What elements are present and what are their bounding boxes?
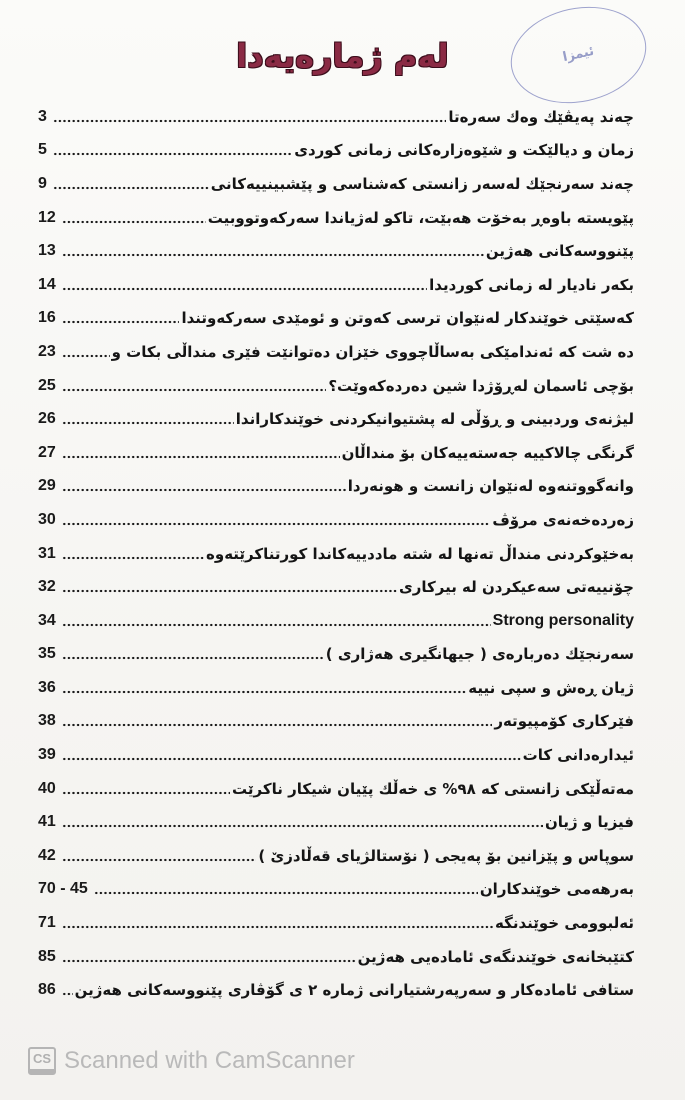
toc-entry [38,302,634,336]
dot-leader [53,177,209,191]
page-number: 36 [38,678,56,696]
toc-entry [38,638,634,672]
toc-entry [38,973,634,1007]
toc-entry [38,201,634,235]
entry-title: پێنووسەکانی هەژین [485,242,634,261]
dot-leader [62,311,180,325]
page-title: لەم ژمارەیەدا [236,37,449,75]
entry-title: پێویستە باوەڕ بەخۆت هەبێت، تاکو لەژیاندا سەرکەوتووبیت [207,208,634,227]
dot-leader [62,278,427,292]
dot-leader [62,815,543,829]
watermark-text: Scanned with CamScanner [64,1047,355,1074]
dot-leader [62,446,340,460]
entry-title: ستافی ئامادەکار و سەرپەرشتیارانی ژمارە ٢ ی گۆڤاری پێنووسەکانی هەژین [74,981,634,1000]
page-number: 70 - 45 [38,880,88,898]
entry-title: کەسێتی خوێندکار لەنێوان ترسی کەوتن و ئومێدی سەرکەوتندا [181,309,634,328]
toc-entry [38,738,634,772]
entry-title: بەخێوکردنی منداڵ تەنها لە شتە ماددییەکاندا کورتناکرێتەوە [206,544,634,563]
entry-title: سوپاس و پێزانین بۆ پەیجی ( نۆستالژیای قەڵادزێ ) [258,846,634,865]
dot-leader [94,882,478,896]
toc-entry [38,570,634,604]
entry-title: زەردەخەنەی مرۆڤ [492,510,634,529]
toc-entry [38,234,634,268]
entry-title: Strong personality [492,611,634,629]
page-number: 5 [38,141,47,159]
entry-title: فیزیا و ژیان [544,813,634,832]
dot-leader [62,479,346,493]
entry-title: وانەگووتنەوە لەنێوان زانست و هونەردا [347,477,634,496]
dot-leader [62,983,73,997]
toc-entry [38,100,634,134]
page-number: 31 [38,544,56,562]
toc-entry [38,402,634,436]
toc-entry [38,805,634,839]
page-number: 3 [38,107,47,125]
dot-leader [62,580,397,594]
dot-leader [62,345,110,359]
dot-leader [62,379,327,393]
toc-entry [38,772,634,806]
dot-leader [53,110,446,124]
camscanner-watermark [28,1046,355,1076]
toc-entry [38,167,634,201]
stamp-text: ئیمزا [561,43,596,66]
dot-leader [62,748,521,762]
page-number: 9 [38,174,47,192]
page-number: 86 [38,981,56,999]
page-number: 16 [38,309,56,327]
camscanner-logo-icon: CS [28,1047,56,1075]
toc-entry [38,369,634,403]
page-number: 40 [38,779,56,797]
entry-title: ئەلبوومی خوێندنگە [495,914,634,933]
toc-entry [38,268,634,302]
entry-title: چەند سەرنجێك لەسەر زانستی کەشناسی و پێشبینییەکانی [210,174,634,193]
page-number: 38 [38,712,56,730]
entry-title: ئیدارەدانی کات [522,746,634,765]
toc-entry [38,537,634,571]
entry-title: کتێبخانەی خوێندنگەی ئامادەیی هەژین [357,947,634,966]
entry-title: چەند پەیڤێك وەك سەرەتا [448,107,634,126]
page-number: 23 [38,342,56,360]
entry-title: بەرهەمی خوێندکاران [479,880,634,899]
page-number: 35 [38,645,56,663]
page-number: 85 [38,947,56,965]
entry-title: ژیان ڕەش و سپی نییە [468,678,634,697]
toc-entry [38,940,634,974]
dot-leader [62,647,324,661]
dot-leader [53,143,292,157]
toc-entry [38,604,634,638]
entry-title: چۆنییەتی سەعیکردن لە بیرکاری [399,578,634,597]
dot-leader [62,244,484,258]
entry-title: سەرنجێك دەربارەی ( جیهانگیری هەژاری ) [325,645,634,664]
entry-title: لیژنەی وردبینی و ڕۆڵی لە پشتیوانیکردنی خوێندکاراندا [235,410,634,429]
page-number: 29 [38,477,56,495]
page-number: 42 [38,846,56,864]
dot-leader [62,849,257,863]
toc-entry [38,436,634,470]
toc-entry [38,335,634,369]
page-number: 34 [38,611,56,629]
dot-leader [62,513,491,527]
page-number: 14 [38,275,56,293]
page-number: 30 [38,510,56,528]
page-number: 71 [38,914,56,932]
dot-leader [62,714,493,728]
entry-title: گرنگی چالاکییە جەستەییەکان بۆ منداڵان [341,443,634,462]
dot-leader [62,614,491,628]
toc-entry [38,470,634,504]
dot-leader [62,681,466,695]
page-number: 32 [38,578,56,596]
dot-leader [62,412,234,426]
entry-title: دە شت کە ئەندامێکی بەساڵاچووی خێزان دەتوانێت فێری منداڵی بکات و [111,342,634,361]
entry-title: فێرکاری کۆمپیوتەر [494,712,634,731]
dot-leader [62,950,356,964]
toc-entry [38,671,634,705]
dot-leader [62,782,230,796]
page-number: 27 [38,443,56,461]
page-number: 39 [38,746,56,764]
dot-leader [62,211,206,225]
page-number: 25 [38,376,56,394]
page-number: 13 [38,242,56,260]
page-number: 12 [38,208,56,226]
dot-leader [62,547,204,561]
entry-title: بۆچی ئاسمان لەڕۆژدا شین دەردەکەوێت؟ [328,376,634,395]
toc-entry [38,873,634,907]
entry-title: مەتەڵێکی زانستی کە ٩٨% ی خەڵك پێیان شیکار ناکرێت [232,779,634,798]
toc-entry [38,906,634,940]
dot-leader [62,916,493,930]
toc-entry [38,503,634,537]
toc-entry [38,839,634,873]
ink-stamp [502,0,656,115]
table-of-contents [38,100,634,1007]
toc-entry [38,705,634,739]
entry-title: بکەر نادیار لە زمانی کوردیدا [429,275,634,294]
entry-title: زمان و دیالێکت و شێوەزارەکانی زمانی کوردی [294,141,634,160]
toc-entry [38,134,634,168]
page-number: 26 [38,410,56,428]
page-number: 41 [38,813,56,831]
